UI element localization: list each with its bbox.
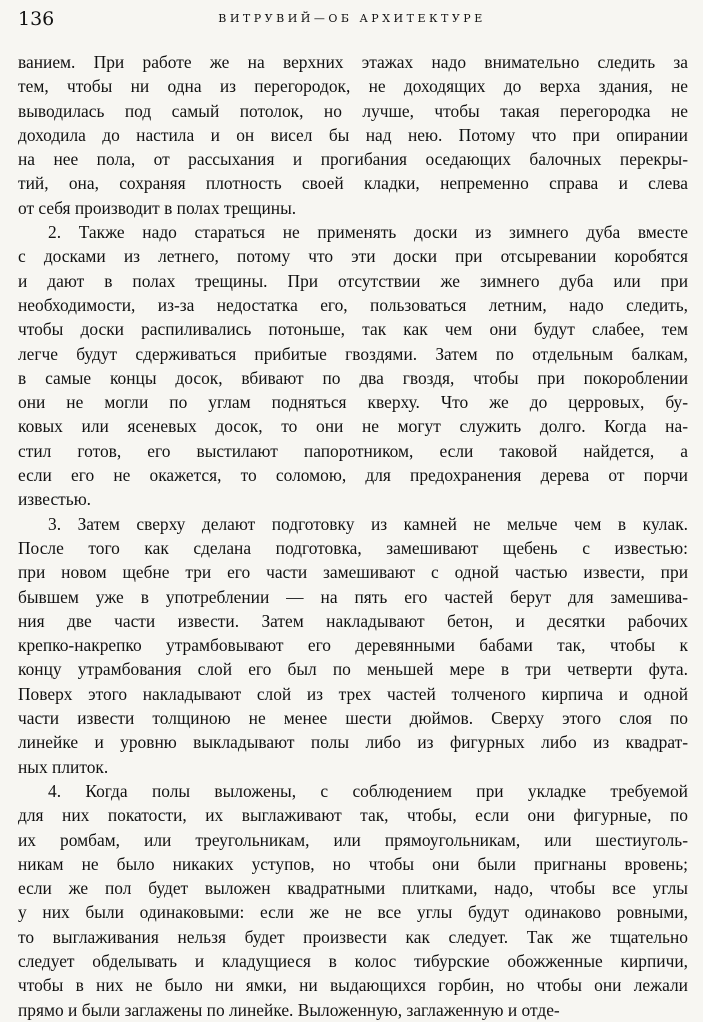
- text-line: стил готов, его выстилают папоротником, если таковой найдется, а: [18, 440, 688, 461]
- page-number: 136: [18, 8, 55, 30]
- text-line: концу утрамбования слой его был по меньшей мере в три четверти фута.: [18, 659, 688, 680]
- text-line: ковых или ясеневых досок, то они не могут служить долго. Когда на-: [18, 416, 688, 437]
- text-line: в самые концы досок, вбивают по два гвоздя, чтобы при покороблении: [18, 367, 688, 388]
- text-line: ния две части извести. Затем накладывают бетон, и десятки рабочих: [18, 610, 688, 631]
- text-line: 2. Также надо стараться не применять доски из зимнего дуба вместе: [48, 222, 688, 243]
- text-line: После того как сделана подготовка, замешивают щебень с известью:: [18, 537, 688, 558]
- text-line: с досками из летнего, потому что эти доски при отсыревании коробятся: [18, 246, 688, 267]
- text-line: на нее пола, от рассыхания и прогибания оседающих балочных перекры-: [18, 149, 688, 170]
- text-line: для них покатости, их выглаживают так, чтобы, если они фигурные, по: [18, 805, 688, 826]
- text-line: никам не было никаких уступов, но чтобы они были пригнаны вровень;: [18, 853, 688, 874]
- paragraph: [18, 220, 688, 512]
- text-line: чтобы в них не было ни ямки, ни выдающихся горбин, но чтобы они лежали: [18, 975, 688, 996]
- text-line: тий, она, сохраняя плотность своей кладки, непременно справа и слева: [18, 173, 688, 194]
- text-line: и дают в полах трещины. При отсутствии же зимнего дуба или при: [18, 270, 688, 291]
- body-text: [18, 50, 688, 1022]
- text-line: прямо и были заглажены по линейке. Выложенную, заглаженную и отде-: [18, 999, 560, 1020]
- text-line: следует обделывать и кладущиеся в колос тибурские обожженные кирпичи,: [18, 950, 688, 971]
- text-line: если же пол будет выложен квадратными плитками, надо, чтобы все углы: [18, 878, 688, 899]
- paragraph: [18, 779, 688, 1022]
- page-header: [18, 6, 686, 32]
- text-line: от себя производит в полах трещины.: [18, 197, 297, 218]
- text-line: линейке и уровню выкладывают полы либо из фигурных либо из квадрат-: [18, 732, 688, 753]
- text-line: ных плиток.: [18, 756, 109, 777]
- text-line: Поверх этого накладывают слой из трех частей толченого кирпича и одной: [18, 683, 688, 704]
- text-line: известью.: [18, 489, 92, 510]
- text-line: у них были одинаковыми: если же не все углы будут одинаково ровными,: [18, 902, 688, 923]
- text-line: необходимости, из-за недостатка его, пользоваться летним, надо следить,: [18, 294, 688, 315]
- text-line: 4. Когда полы выложены, с соблюдением при укладке требуемой: [48, 780, 688, 801]
- text-line: их ромбам, или треугольникам, или прямоугольникам, или шестиуголь-: [18, 829, 688, 850]
- text-line: бывшем уже в употреблении — на пять его частей берут для замешива-: [18, 586, 688, 607]
- paragraph: [18, 512, 688, 779]
- text-line: 3. Затем сверху делают подготовку из камней не мельче чем в кулак.: [48, 513, 688, 534]
- text-line: ванием. При работе же на верхних этажах надо внимательно следить за: [18, 52, 688, 72]
- text-line: если его не окажется, то соломою, для предохранения дерева от порчи: [18, 465, 688, 486]
- text-line: чтобы доски распиливались потоньше, так как чем они будут слабее, тем: [18, 319, 688, 340]
- text-line: легче будут сдерживаться прибитые гвоздями. Затем по отдельным балкам,: [18, 343, 688, 364]
- text-line: выводилась под самый потолок, но лучше, чтобы такая перегородка не: [18, 100, 688, 121]
- text-line: крепко-накрепко утрамбовывают его деревянными бабами так, чтобы к: [18, 635, 688, 656]
- running-title: ВИТРУВИЙ—ОБ АРХИТЕКТУРЕ: [218, 12, 486, 25]
- text-line: то выглаживания нельзя будет произвести как следует. Так же тщательно: [18, 926, 688, 947]
- text-line: тем, чтобы ни одна из перегородок, не доходящих до верха здания, не: [18, 76, 688, 97]
- text-line: доходила до настила и он висел бы над нею. Потому что при опирании: [18, 124, 688, 145]
- text-line: при новом щебне три его части замешивают с одной частью извести, при: [18, 562, 688, 583]
- paragraph: [18, 50, 688, 220]
- text-line: части извести толщиною не менее шести дюймов. Сверху этого слоя по: [18, 708, 688, 729]
- text-line: они не могли по углам подняться кверху. Что же до церровых, бу-: [18, 392, 688, 413]
